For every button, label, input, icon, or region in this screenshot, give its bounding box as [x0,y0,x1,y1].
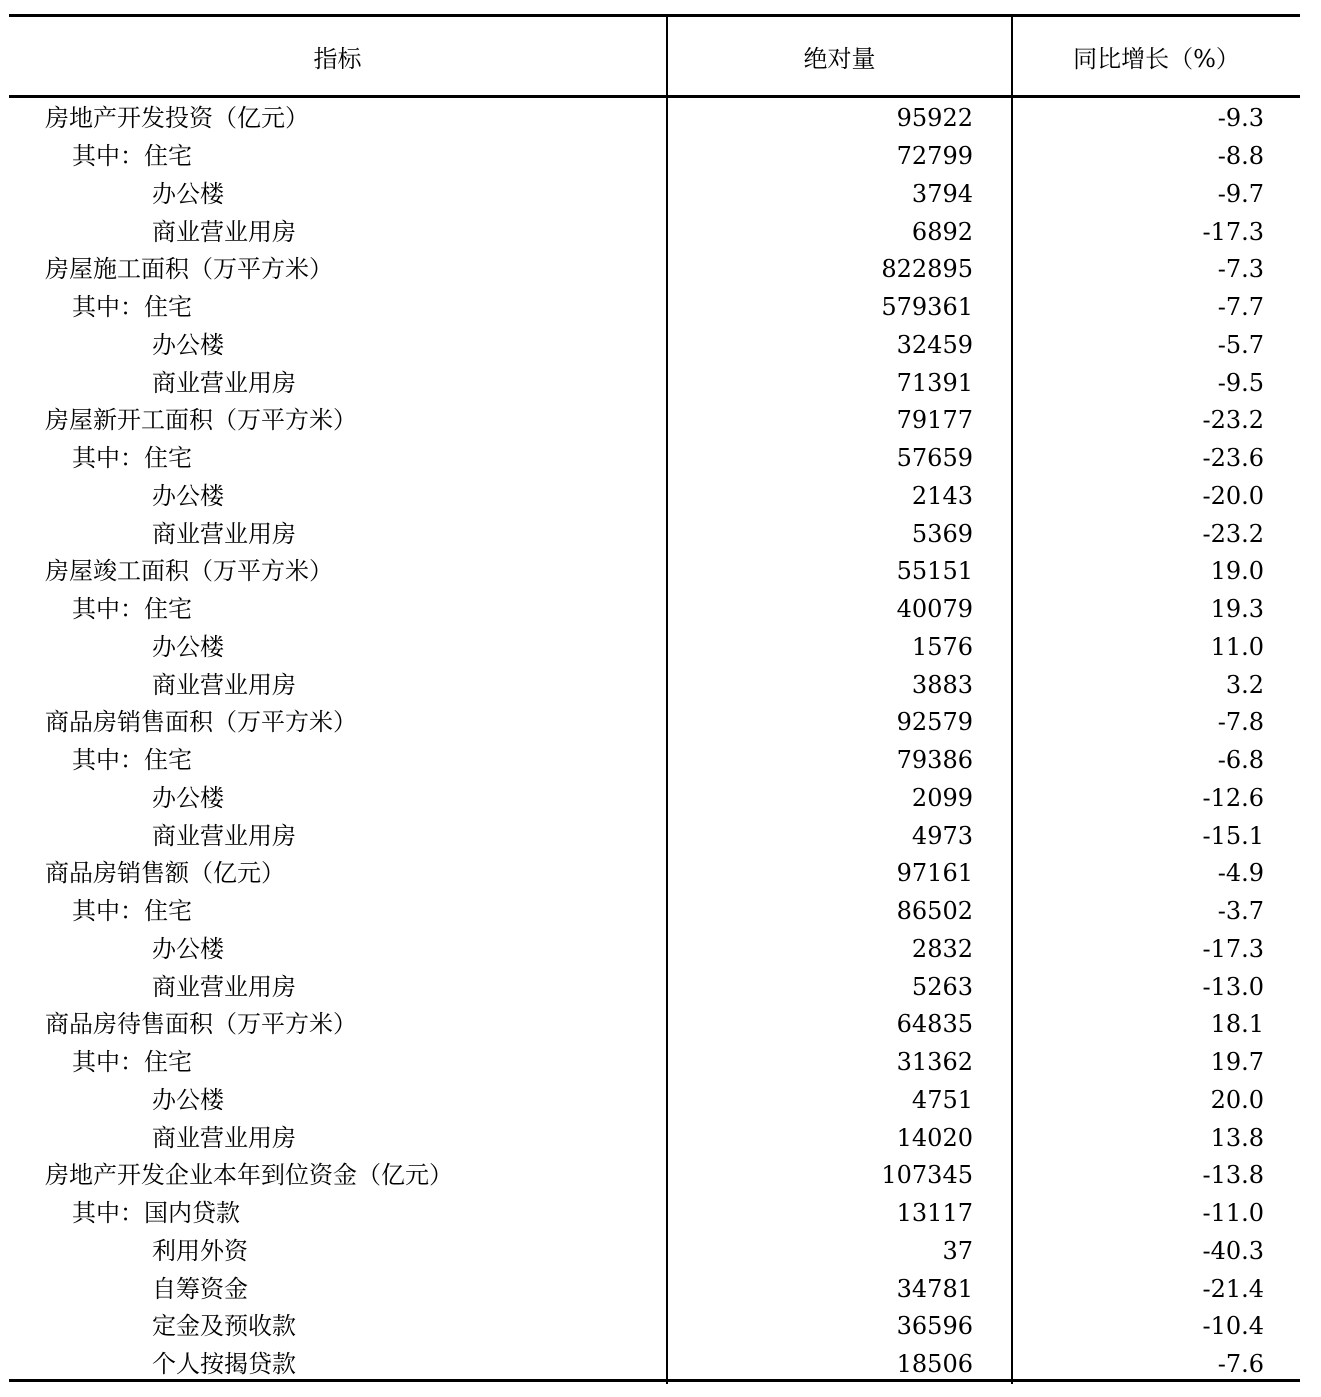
indicator-cell: 其中：住宅 [9,138,667,176]
growth-cell: -17.3 [1202,217,1264,246]
table-row [9,893,1300,931]
table-row [9,1119,1300,1157]
absolute-value-cell: 2099 [667,780,1012,818]
indicator-cell: 办公楼 [9,629,667,667]
absolute-value-cell: 79177 [667,402,1012,440]
absolute-value-cell: 34781 [667,1270,1012,1308]
table-row [9,97,1300,138]
table-row [9,515,1300,553]
indicator-cell: 办公楼 [9,327,667,365]
indicator-cell: 商业营业用房 [9,817,667,855]
absolute-value-cell: 2832 [667,931,1012,969]
table-row [9,1308,1300,1346]
indicator-cell: 商业营业用房 [9,968,667,1006]
table-row [9,1082,1300,1120]
absolute-value-cell: 92579 [667,704,1012,742]
growth-cell: -20.0 [1202,481,1264,510]
table-row [9,742,1300,780]
growth-cell: -8.8 [1217,142,1264,171]
indicator-cell: 定金及预收款 [9,1308,667,1346]
growth-cell: 19.7 [1210,1048,1264,1077]
growth-cell: 20.0 [1210,1085,1264,1114]
indicator-cell: 其中：住宅 [9,440,667,478]
absolute-value-cell: 18506 [667,1346,1012,1384]
absolute-value-cell: 5369 [667,515,1012,553]
table-row [9,1270,1300,1308]
indicator-cell: 房屋竣工面积（万平方米） [9,553,667,591]
absolute-value-cell: 57659 [667,440,1012,478]
absolute-value-cell: 579361 [667,289,1012,327]
growth-cell: 13.8 [1210,1123,1264,1152]
table-row [9,1006,1300,1044]
indicator-cell: 商业营业用房 [9,666,667,704]
table-row [9,629,1300,667]
indicator-cell: 商业营业用房 [9,364,667,402]
table-row [9,1346,1300,1384]
absolute-value-cell: 72799 [667,138,1012,176]
header-indicator: 指标 [9,17,667,97]
absolute-value-cell: 4973 [667,817,1012,855]
indicator-cell: 办公楼 [9,478,667,516]
indicator-cell: 其中：住宅 [9,591,667,629]
absolute-value-cell: 95922 [667,97,1012,138]
growth-cell: 3.2 [1225,670,1264,699]
table-row [9,478,1300,516]
growth-cell: -7.3 [1217,255,1264,284]
table-row [9,553,1300,591]
indicator-cell: 办公楼 [9,931,667,969]
absolute-value-cell: 14020 [667,1119,1012,1157]
absolute-value-cell: 40079 [667,591,1012,629]
indicator-cell: 利用外资 [9,1233,667,1271]
absolute-value-cell: 32459 [667,327,1012,365]
indicator-cell: 办公楼 [9,176,667,214]
growth-cell: 19.0 [1210,557,1264,586]
table-row [9,1195,1300,1233]
absolute-value-cell: 4751 [667,1082,1012,1120]
growth-cell: -40.3 [1202,1236,1264,1265]
header-absolute-value: 绝对量 [667,17,1012,97]
growth-cell: -12.6 [1202,783,1264,812]
absolute-value-cell: 5263 [667,968,1012,1006]
growth-cell: -17.3 [1202,934,1264,963]
table-row [9,402,1300,440]
indicator-cell: 办公楼 [9,780,667,818]
absolute-value-cell: 36596 [667,1308,1012,1346]
table-row [9,780,1300,818]
growth-cell: -11.0 [1202,1199,1264,1228]
growth-cell: -3.7 [1217,897,1264,926]
growth-cell: -9.3 [1217,104,1264,133]
growth-cell: -23.2 [1202,406,1264,435]
header-row [9,17,1300,97]
growth-cell: 11.0 [1210,632,1264,661]
table-row [9,666,1300,704]
indicator-cell: 其中：住宅 [9,289,667,327]
growth-cell: -21.4 [1202,1274,1264,1303]
absolute-value-cell: 2143 [667,478,1012,516]
absolute-value-cell: 3883 [667,666,1012,704]
table-row [9,289,1300,327]
indicator-cell: 其中：住宅 [9,1044,667,1082]
indicator-cell: 房地产开发企业本年到位资金（亿元） [9,1157,667,1195]
growth-cell: -6.8 [1217,746,1264,775]
absolute-value-cell: 1576 [667,629,1012,667]
table-row [9,138,1300,176]
growth-cell: -23.6 [1202,444,1264,473]
table-body [9,97,1300,1384]
indicator-cell: 房屋新开工面积（万平方米） [9,402,667,440]
absolute-value-cell: 55151 [667,553,1012,591]
table-row [9,1157,1300,1195]
growth-cell: -7.6 [1217,1350,1264,1379]
indicator-cell: 其中：国内贷款 [9,1195,667,1233]
growth-cell: -15.1 [1202,821,1264,850]
growth-cell: -7.8 [1217,708,1264,737]
absolute-value-cell: 79386 [667,742,1012,780]
absolute-value-cell: 31362 [667,1044,1012,1082]
absolute-value-cell: 86502 [667,893,1012,931]
growth-cell: -13.0 [1202,972,1264,1001]
growth-cell: -4.9 [1217,859,1264,888]
indicator-cell: 商业营业用房 [9,515,667,553]
indicator-cell: 自筹资金 [9,1270,667,1308]
indicator-cell: 商品房待售面积（万平方米） [9,1006,667,1044]
table-row [9,251,1300,289]
header-yoy-growth: 同比增长（%） [1012,17,1300,97]
growth-cell: -9.7 [1217,179,1264,208]
indicator-cell: 其中：住宅 [9,893,667,931]
growth-cell: -10.4 [1202,1312,1264,1341]
table-header [9,17,1300,97]
indicator-cell: 商品房销售额（亿元） [9,855,667,893]
indicator-cell: 商品房销售面积（万平方米） [9,704,667,742]
growth-cell: -23.2 [1202,519,1264,548]
absolute-value-cell: 71391 [667,364,1012,402]
indicator-cell: 商业营业用房 [9,213,667,251]
growth-cell: 19.3 [1210,595,1264,624]
table-row [9,817,1300,855]
table-row [9,591,1300,629]
absolute-value-cell: 37 [667,1233,1012,1271]
table-row [9,968,1300,1006]
absolute-value-cell: 13117 [667,1195,1012,1233]
indicator-cell: 房地产开发投资（亿元） [9,97,667,138]
statistics-table [9,17,1300,1384]
absolute-value-cell: 6892 [667,213,1012,251]
absolute-value-cell: 3794 [667,176,1012,214]
table-row [9,855,1300,893]
table-row [9,704,1300,742]
absolute-value-cell: 97161 [667,855,1012,893]
indicator-cell: 其中：住宅 [9,742,667,780]
growth-cell: -5.7 [1217,330,1264,359]
indicator-cell: 商业营业用房 [9,1119,667,1157]
statistics-table-frame [9,14,1300,1382]
growth-cell: 18.1 [1210,1010,1264,1039]
table-row [9,1233,1300,1271]
growth-cell: -7.7 [1217,293,1264,322]
absolute-value-cell: 64835 [667,1006,1012,1044]
indicator-cell: 房屋施工面积（万平方米） [9,251,667,289]
table-row [9,327,1300,365]
table-row [9,1044,1300,1082]
indicator-cell: 办公楼 [9,1082,667,1120]
absolute-value-cell: 107345 [667,1157,1012,1195]
table-row [9,364,1300,402]
table-row [9,440,1300,478]
table-row [9,213,1300,251]
table-row [9,176,1300,214]
indicator-cell: 个人按揭贷款 [9,1346,667,1384]
growth-cell: -9.5 [1217,368,1264,397]
absolute-value-cell: 822895 [667,251,1012,289]
growth-cell: -13.8 [1202,1161,1264,1190]
table-row [9,931,1300,969]
